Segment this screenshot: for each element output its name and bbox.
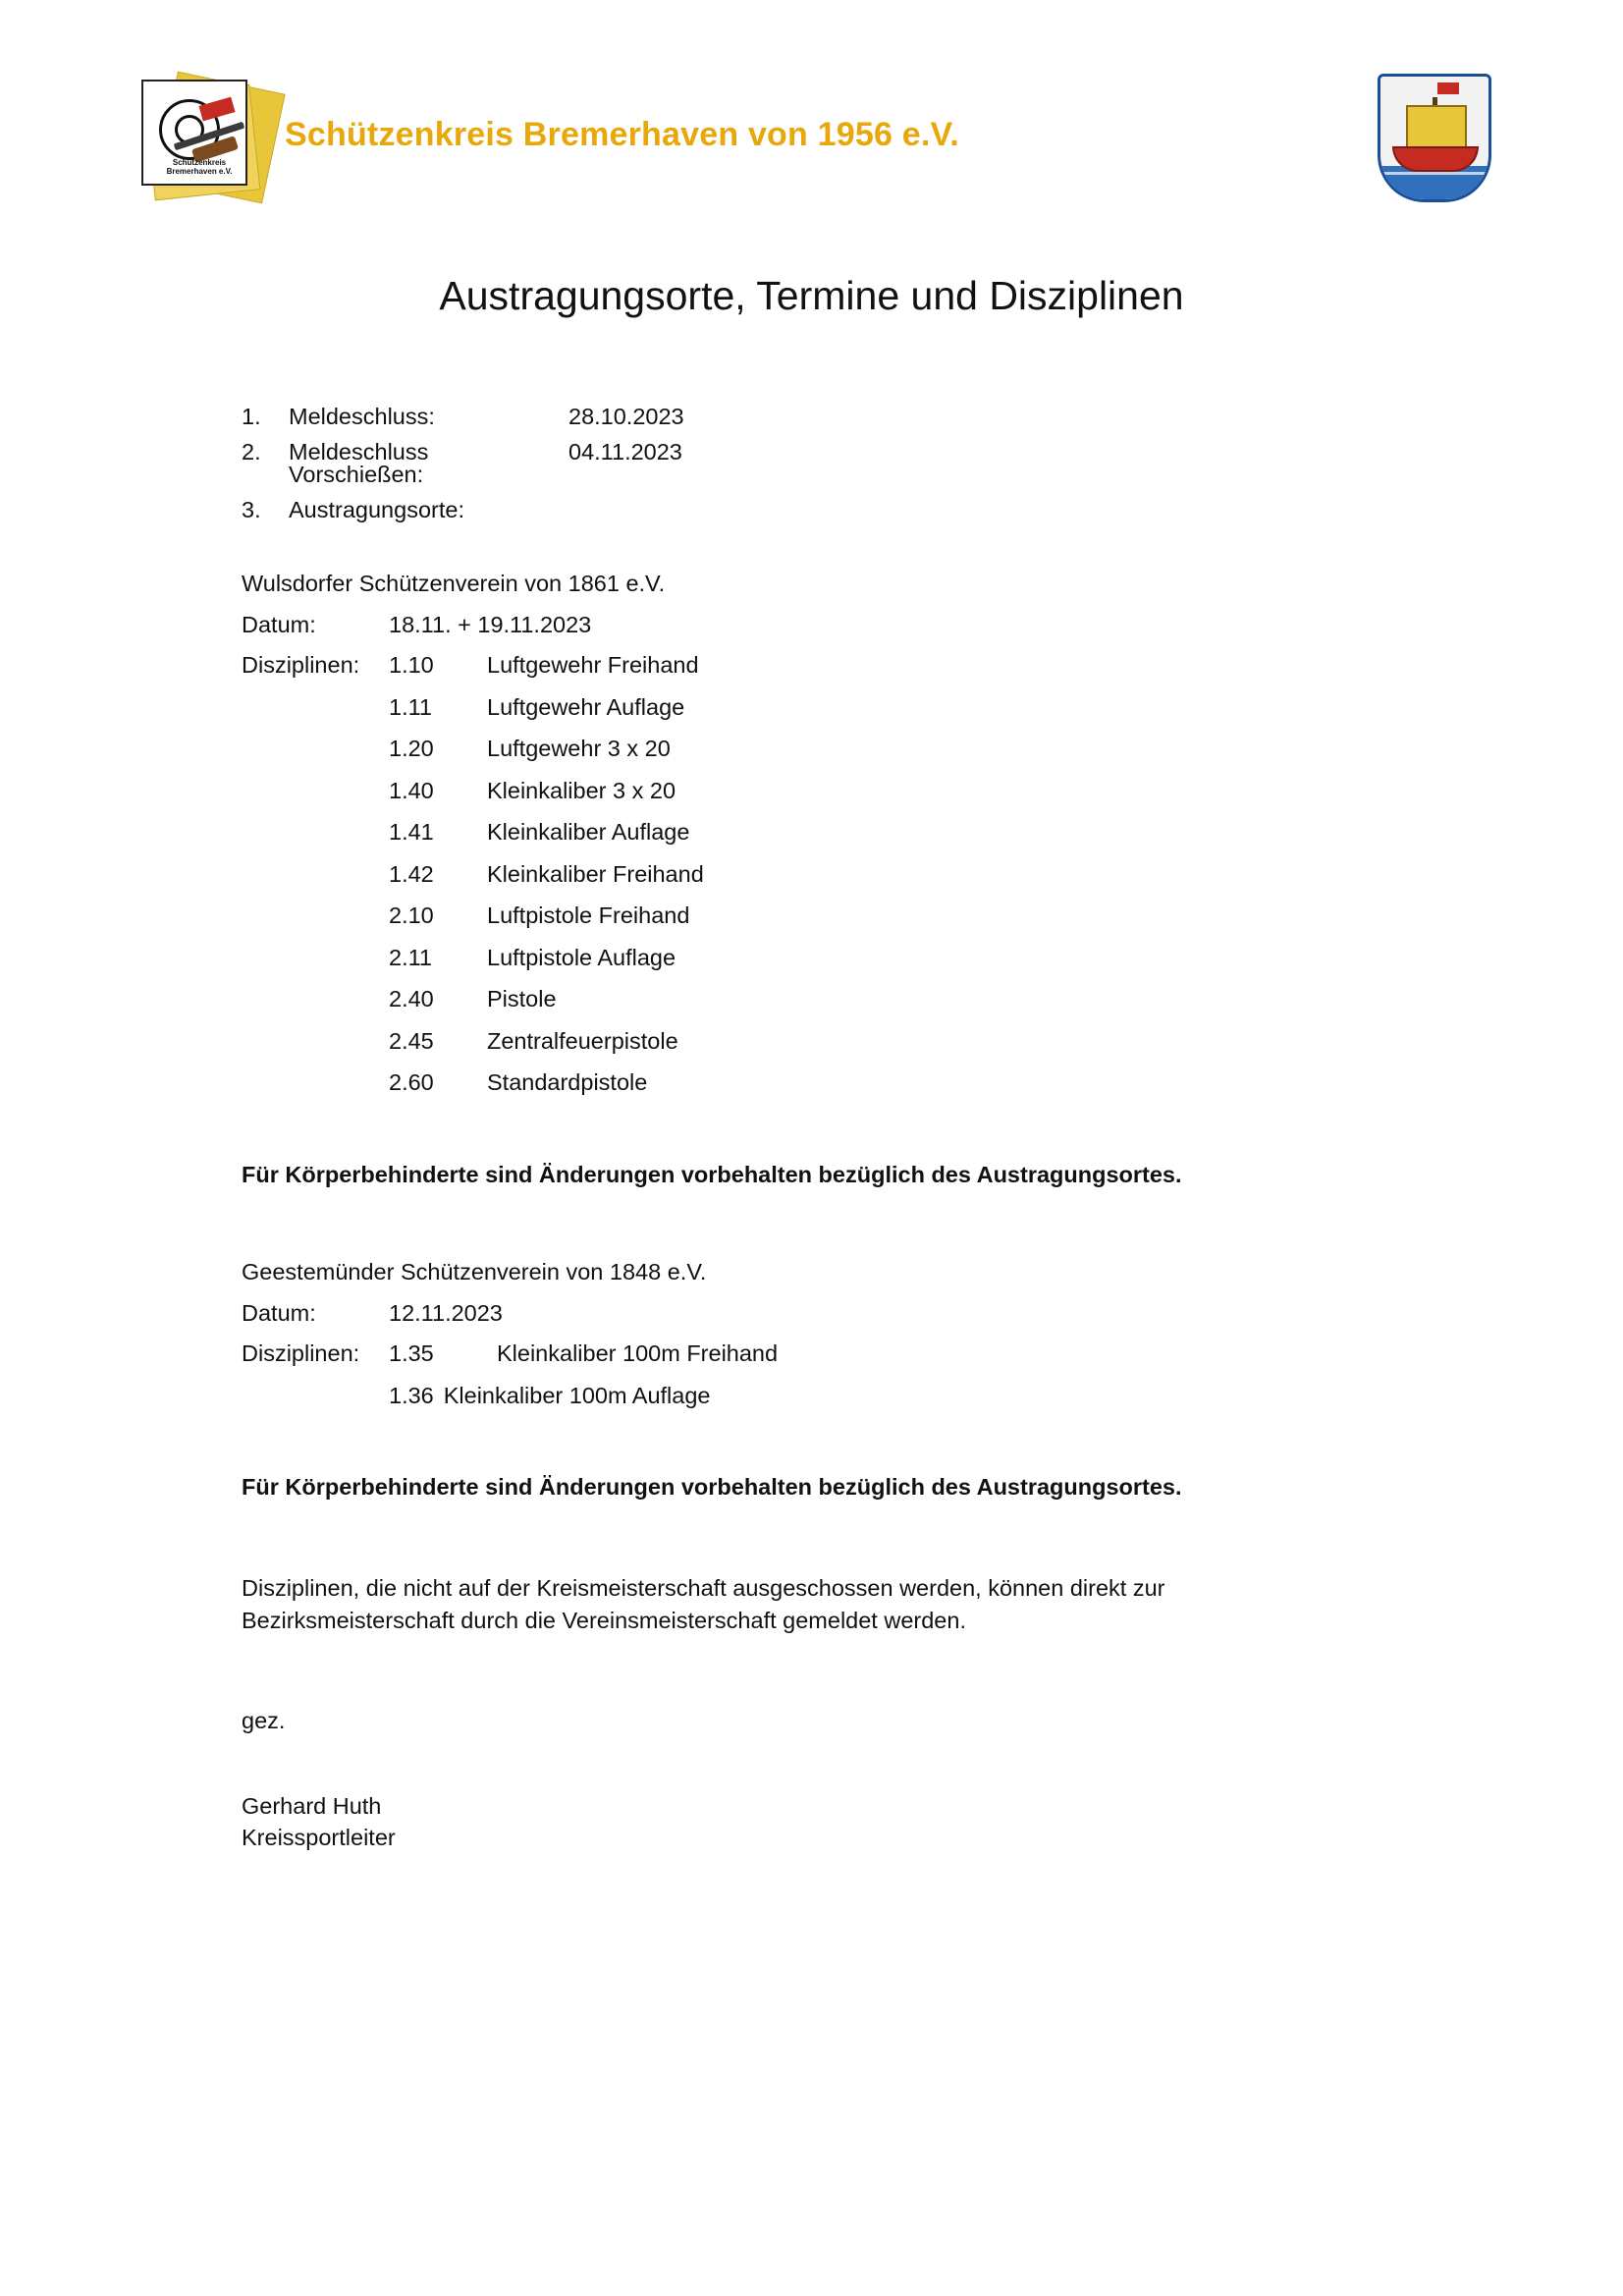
accessibility-note-1: Für Körperbehinderte sind Änderungen vorbehalten bezüglich des Austragungsortes. — [242, 1161, 1182, 1187]
discipline-item — [389, 693, 1623, 720]
discipline-code: 2.11 — [389, 944, 432, 970]
list-item-value: 28.10.2023 — [568, 404, 684, 429]
venue-block-1 — [242, 573, 1623, 1190]
discipline-name: Standardpistole — [487, 1069, 648, 1095]
hull-shape — [1392, 146, 1479, 172]
venue-name: Wulsdorfer Schützenverein von 1861 e.V. — [242, 571, 666, 596]
discipline-name: Luftgewehr Freihand — [487, 652, 699, 678]
list-item — [242, 438, 1623, 487]
discipline-name: Kleinkaliber Freihand — [487, 860, 704, 887]
venue-date-label: Datum: — [242, 611, 316, 637]
club-logo-icon — [135, 74, 278, 211]
venue-name: Geestemünder Schützenverein von 1848 e.V. — [242, 1259, 707, 1285]
discipline-name: Luftgewehr 3 x 20 — [487, 736, 671, 761]
venue-disciplines-first-row — [242, 654, 1623, 678]
discipline-item — [389, 988, 1623, 1011]
accessibility-note-2: Für Körperbehinderte sind Änderungen vorbehalten bezüglich des Austragungsortes. — [242, 1474, 1182, 1501]
venue-date-value: 12.11.2023 — [389, 1299, 503, 1326]
discipline-name: Luftpistole Auflage — [487, 944, 676, 970]
venue-disciplines-label: Disziplinen: — [242, 652, 360, 678]
discipline-item — [389, 944, 1623, 970]
venue-block-2 — [242, 1261, 1623, 1503]
document-content — [242, 406, 1623, 1854]
list-item-label: Meldeschluss: — [289, 404, 435, 429]
discipline-code: 2.40 — [389, 986, 434, 1011]
discipline-code: 1.40 — [389, 777, 434, 803]
discipline-name: Kleinkaliber 100m Freihand — [497, 1340, 779, 1367]
discipline-name: Luftpistole Freihand — [487, 902, 690, 928]
discipline-item — [389, 1382, 1623, 1408]
discipline-item — [389, 860, 1623, 887]
venue-date-row — [242, 611, 1623, 637]
list-item-number: 1. — [242, 404, 261, 429]
discipline-name: Zentralfeuerpistole — [487, 1027, 678, 1054]
discipline-name: Kleinkaliber Auflage — [487, 819, 690, 845]
discipline-code: 1.42 — [389, 860, 434, 887]
venue-disciplines-list — [389, 1382, 1623, 1408]
page-header — [0, 0, 1623, 187]
list-item — [242, 496, 1623, 522]
discipline-name: Luftgewehr Auflage — [487, 693, 685, 720]
discipline-code: 1.11 — [389, 693, 432, 720]
logo-plate — [141, 80, 247, 186]
list-item-label: Meldeschluss Vorschießen: — [289, 438, 429, 487]
discipline-item — [389, 904, 1623, 928]
signature-name: Gerhard Huth — [242, 1793, 382, 1820]
organization-title: Schützenkreis Bremerhaven von 1956 e.V. — [285, 116, 959, 153]
closing-paragraph: Disziplinen, die nicht auf der Kreismeisterschaft ausgeschossen werden, können direkt zur Bezirksmeisterschaft durch die Vereinsmeisterschaft gemeldet werden. — [242, 1574, 1165, 1633]
discipline-code: 1.36 — [389, 1382, 434, 1408]
sail-shape — [1406, 105, 1467, 152]
signature-role: Kreissportleiter — [242, 1824, 396, 1850]
discipline-name: Pistole — [487, 986, 557, 1011]
numbered-list — [242, 406, 1623, 521]
list-item — [242, 406, 1623, 429]
discipline-code: 2.45 — [389, 1027, 434, 1054]
discipline-name: Kleinkaliber 100m Auflage — [443, 1382, 711, 1408]
venue-date-row — [242, 1299, 1623, 1326]
discipline-item — [389, 738, 1623, 761]
discipline-name: Kleinkaliber 3 x 20 — [487, 777, 676, 803]
discipline-code: 2.10 — [389, 902, 434, 928]
signature-prefix: gez. — [242, 1707, 286, 1733]
discipline-code: 1.41 — [389, 819, 434, 845]
discipline-item — [389, 1027, 1623, 1054]
shield-shape — [1378, 74, 1491, 202]
venue-disciplines-label: Disziplinen: — [242, 1340, 360, 1367]
coat-of-arms-icon — [1378, 74, 1490, 201]
signature-block — [242, 1791, 1623, 1853]
discipline-code: 1.35 — [389, 1340, 434, 1367]
venue-date-label: Datum: — [242, 1299, 316, 1326]
discipline-item — [389, 821, 1623, 845]
club-logo-caption: Schützenkreis Bremerhaven e.V. — [166, 157, 233, 176]
discipline-code: 2.60 — [389, 1069, 434, 1095]
discipline-code: 1.10 — [389, 652, 434, 678]
flag-shape — [1437, 82, 1459, 94]
list-item-number: 3. — [242, 496, 261, 522]
venue-date-value: 18.11. + 19.11.2023 — [389, 611, 592, 637]
list-item-number: 2. — [242, 438, 261, 465]
venue-disciplines-list — [389, 693, 1623, 1095]
discipline-item — [389, 1071, 1623, 1095]
page-title: Austragungsorte, Termine und Disziplinen — [439, 273, 1184, 318]
discipline-code: 1.20 — [389, 736, 434, 761]
list-item-label: Austragungsorte: — [289, 496, 464, 522]
document-body — [0, 273, 1623, 1854]
list-item-value: 04.11.2023 — [568, 438, 682, 465]
discipline-item — [389, 777, 1623, 803]
venue-disciplines-first-row — [242, 1342, 1623, 1366]
